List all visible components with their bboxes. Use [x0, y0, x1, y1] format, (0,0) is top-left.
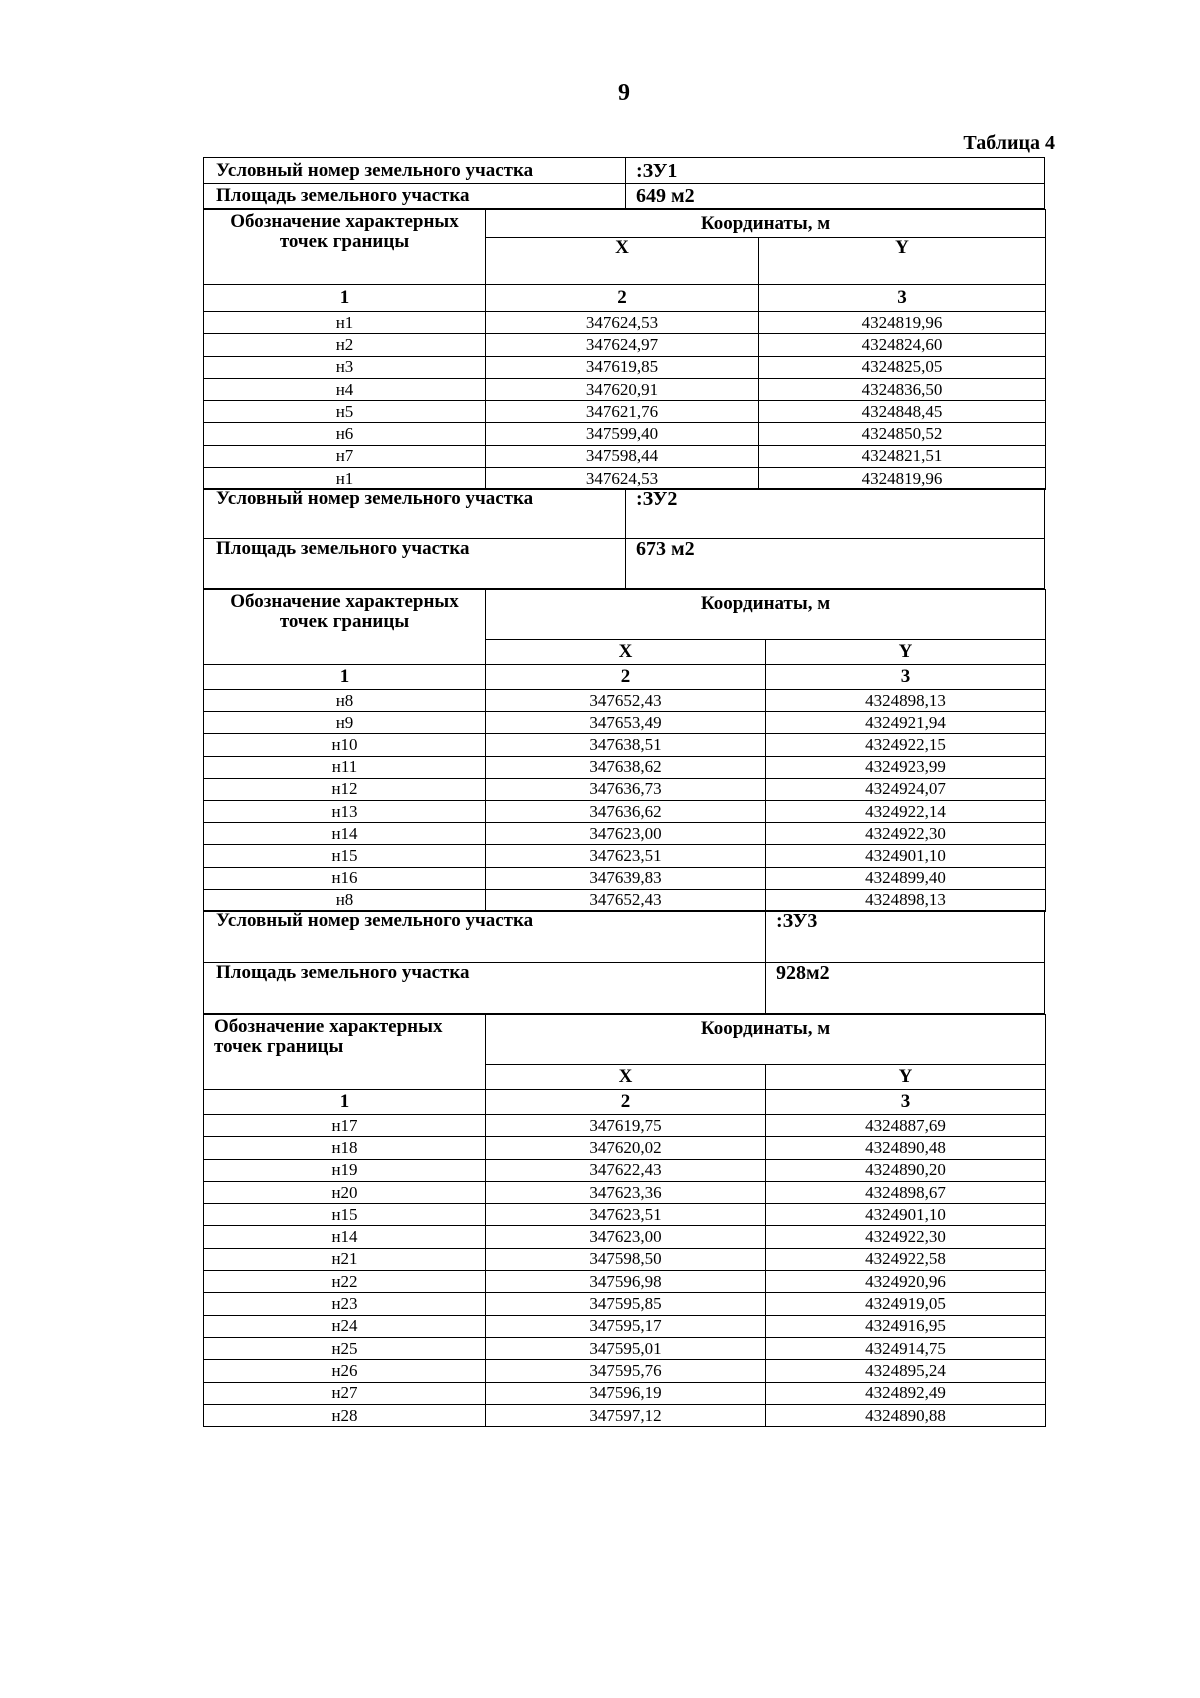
point-name: н5 — [204, 401, 486, 423]
point-name: н14 — [204, 1226, 486, 1248]
x-header: X — [486, 1065, 766, 1090]
y-coordinate: 4324848,45 — [759, 401, 1046, 423]
column-number: 2 — [486, 1090, 766, 1115]
table-row — [204, 778, 1046, 800]
point-name: н4 — [204, 378, 486, 400]
y-coordinate: 4324920,96 — [766, 1271, 1046, 1293]
x-coordinate: 347638,51 — [486, 734, 766, 756]
y-coordinate: 4324892,49 — [766, 1382, 1046, 1404]
x-coordinate: 347639,83 — [486, 867, 766, 889]
column-number: 3 — [766, 665, 1046, 690]
point-name: н16 — [204, 867, 486, 889]
coordinates-table — [203, 209, 1046, 490]
table-row — [204, 800, 1046, 822]
plot-number-value: :ЗУ3 — [766, 911, 1045, 963]
point-name: н17 — [204, 1115, 486, 1137]
point-name: н24 — [204, 1315, 486, 1337]
coordinates-header: Координаты, м — [486, 1015, 1046, 1065]
y-coordinate: 4324901,10 — [766, 845, 1046, 867]
y-coordinate: 4324887,69 — [766, 1115, 1046, 1137]
x-coordinate: 347623,00 — [486, 823, 766, 845]
y-header: Y — [766, 640, 1046, 665]
y-header: Y — [759, 238, 1046, 285]
x-header: X — [486, 640, 766, 665]
column-number: 1 — [204, 665, 486, 690]
x-coordinate: 347595,17 — [486, 1315, 766, 1337]
table-row — [204, 312, 1046, 334]
table-row — [204, 889, 1046, 911]
y-coordinate: 4324924,07 — [766, 778, 1046, 800]
x-coordinate: 347653,49 — [486, 712, 766, 734]
plot-number-label: Условный номер земельного участка — [204, 911, 766, 963]
plot-area-value: 928м2 — [766, 963, 1045, 1014]
coordinates-table — [203, 1014, 1046, 1427]
plot-number-value: :ЗУ2 — [626, 489, 1045, 539]
x-header: X — [486, 238, 759, 285]
column-number: 3 — [759, 285, 1046, 312]
x-coordinate: 347636,62 — [486, 800, 766, 822]
y-coordinate: 4324922,15 — [766, 734, 1046, 756]
table-row — [204, 1226, 1046, 1248]
plot-area-label: Площадь земельного участка — [204, 539, 626, 589]
y-coordinate: 4324922,30 — [766, 823, 1046, 845]
point-name: н8 — [204, 889, 486, 911]
y-coordinate: 4324898,67 — [766, 1181, 1046, 1203]
y-header: Y — [766, 1065, 1046, 1090]
plot-number-label: Условный номер земельного участка — [204, 489, 626, 539]
y-coordinate: 4324916,95 — [766, 1315, 1046, 1337]
table-row — [204, 334, 1046, 356]
y-coordinate: 4324914,75 — [766, 1337, 1046, 1359]
table-row — [204, 1404, 1046, 1426]
table-row — [204, 356, 1046, 378]
table-row — [204, 823, 1046, 845]
x-coordinate: 347624,53 — [486, 468, 759, 490]
table-row — [204, 1204, 1046, 1226]
table-row — [204, 378, 1046, 400]
column-number: 2 — [486, 665, 766, 690]
y-coordinate: 4324895,24 — [766, 1360, 1046, 1382]
point-name: н6 — [204, 423, 486, 445]
point-name: н3 — [204, 356, 486, 378]
y-coordinate: 4324901,10 — [766, 1204, 1046, 1226]
plot-area-value: 673 м2 — [626, 539, 1045, 589]
table-caption: Таблица 4 — [963, 132, 1055, 154]
point-name: н15 — [204, 845, 486, 867]
column-number: 2 — [486, 285, 759, 312]
x-coordinate: 347623,00 — [486, 1226, 766, 1248]
point-name: н26 — [204, 1360, 486, 1382]
x-coordinate: 347595,76 — [486, 1360, 766, 1382]
y-coordinate: 4324850,52 — [759, 423, 1046, 445]
x-coordinate: 347623,51 — [486, 845, 766, 867]
table-row — [204, 734, 1046, 756]
plot-number-label: Условный номер земельного участка — [204, 158, 626, 184]
table-row — [204, 712, 1046, 734]
x-coordinate: 347624,97 — [486, 334, 759, 356]
x-coordinate: 347595,01 — [486, 1337, 766, 1359]
x-coordinate: 347623,36 — [486, 1181, 766, 1203]
land-plot-section — [203, 157, 1045, 490]
x-coordinate: 347624,53 — [486, 312, 759, 334]
table-row — [204, 445, 1046, 467]
table-row — [204, 1337, 1046, 1359]
point-name: н25 — [204, 1337, 486, 1359]
x-coordinate: 347598,50 — [486, 1248, 766, 1270]
x-coordinate: 347599,40 — [486, 423, 759, 445]
point-name: н13 — [204, 800, 486, 822]
column-number: 1 — [204, 285, 486, 312]
point-name: н19 — [204, 1159, 486, 1181]
x-coordinate: 347623,51 — [486, 1204, 766, 1226]
table-row — [204, 1181, 1046, 1203]
point-name: н21 — [204, 1248, 486, 1270]
y-coordinate: 4324890,48 — [766, 1137, 1046, 1159]
y-coordinate: 4324890,88 — [766, 1404, 1046, 1426]
column-number: 3 — [766, 1090, 1046, 1115]
coordinates-table — [203, 589, 1046, 912]
point-name: н28 — [204, 1404, 486, 1426]
table-row — [204, 845, 1046, 867]
table-row — [204, 867, 1046, 889]
points-header: Обозначение характерных точек границы — [204, 1015, 486, 1090]
x-coordinate: 347652,43 — [486, 690, 766, 712]
point-name: н1 — [204, 468, 486, 490]
y-coordinate: 4324821,51 — [759, 445, 1046, 467]
point-name: н11 — [204, 756, 486, 778]
table-row — [204, 468, 1046, 490]
table-row — [204, 756, 1046, 778]
x-coordinate: 347597,12 — [486, 1404, 766, 1426]
point-name: н15 — [204, 1204, 486, 1226]
x-coordinate: 347620,91 — [486, 378, 759, 400]
y-coordinate: 4324898,13 — [766, 690, 1046, 712]
point-name: н20 — [204, 1181, 486, 1203]
table-row — [204, 1248, 1046, 1270]
y-coordinate: 4324819,96 — [759, 468, 1046, 490]
table-row — [204, 1137, 1046, 1159]
point-name: н23 — [204, 1293, 486, 1315]
table-row — [204, 1115, 1046, 1137]
y-coordinate: 4324819,96 — [759, 312, 1046, 334]
plot-area-label: Площадь земельного участка — [204, 184, 626, 209]
x-coordinate: 347621,76 — [486, 401, 759, 423]
table-row — [204, 423, 1046, 445]
point-name: н12 — [204, 778, 486, 800]
y-coordinate: 4324921,94 — [766, 712, 1046, 734]
x-coordinate: 347595,85 — [486, 1293, 766, 1315]
table-row — [204, 1360, 1046, 1382]
point-name: н2 — [204, 334, 486, 356]
x-coordinate: 347596,98 — [486, 1271, 766, 1293]
table-row — [204, 1159, 1046, 1181]
y-coordinate: 4324836,50 — [759, 378, 1046, 400]
y-coordinate: 4324898,13 — [766, 889, 1046, 911]
x-coordinate: 347638,62 — [486, 756, 766, 778]
table-row — [204, 1315, 1046, 1337]
x-coordinate: 347619,75 — [486, 1115, 766, 1137]
coordinates-header: Координаты, м — [486, 590, 1046, 640]
x-coordinate: 347622,43 — [486, 1159, 766, 1181]
y-coordinate: 4324890,20 — [766, 1159, 1046, 1181]
y-coordinate: 4324922,14 — [766, 800, 1046, 822]
table-row — [204, 690, 1046, 712]
y-coordinate: 4324899,40 — [766, 867, 1046, 889]
plot-info-table — [203, 488, 1045, 589]
point-name: н22 — [204, 1271, 486, 1293]
page-number: 9 — [618, 80, 630, 106]
y-coordinate: 4324919,05 — [766, 1293, 1046, 1315]
land-plot-section — [203, 488, 1045, 912]
x-coordinate: 347596,19 — [486, 1382, 766, 1404]
land-plot-section — [203, 910, 1045, 1427]
plot-info-table — [203, 910, 1045, 1014]
x-coordinate: 347652,43 — [486, 889, 766, 911]
table-row — [204, 1293, 1046, 1315]
point-name: н14 — [204, 823, 486, 845]
points-header: Обозначение характерных точек границы — [204, 210, 486, 285]
point-name: н27 — [204, 1382, 486, 1404]
x-coordinate: 347636,73 — [486, 778, 766, 800]
point-name: н1 — [204, 312, 486, 334]
point-name: н9 — [204, 712, 486, 734]
y-coordinate: 4324923,99 — [766, 756, 1046, 778]
point-name: н18 — [204, 1137, 486, 1159]
plot-area-label: Площадь земельного участка — [204, 963, 766, 1014]
point-name: н10 — [204, 734, 486, 756]
x-coordinate: 347619,85 — [486, 356, 759, 378]
y-coordinate: 4324824,60 — [759, 334, 1046, 356]
column-number: 1 — [204, 1090, 486, 1115]
coordinates-header: Координаты, м — [486, 210, 1046, 238]
x-coordinate: 347598,44 — [486, 445, 759, 467]
table-row — [204, 1271, 1046, 1293]
plot-area-value: 649 м2 — [626, 184, 1045, 209]
x-coordinate: 347620,02 — [486, 1137, 766, 1159]
table-row — [204, 401, 1046, 423]
point-name: н7 — [204, 445, 486, 467]
y-coordinate: 4324922,30 — [766, 1226, 1046, 1248]
point-name: н8 — [204, 690, 486, 712]
plot-number-value: :ЗУ1 — [626, 158, 1045, 184]
y-coordinate: 4324825,05 — [759, 356, 1046, 378]
y-coordinate: 4324922,58 — [766, 1248, 1046, 1270]
table-row — [204, 1382, 1046, 1404]
plot-info-table — [203, 157, 1045, 209]
points-header: Обозначение характерных точек границы — [204, 590, 486, 665]
